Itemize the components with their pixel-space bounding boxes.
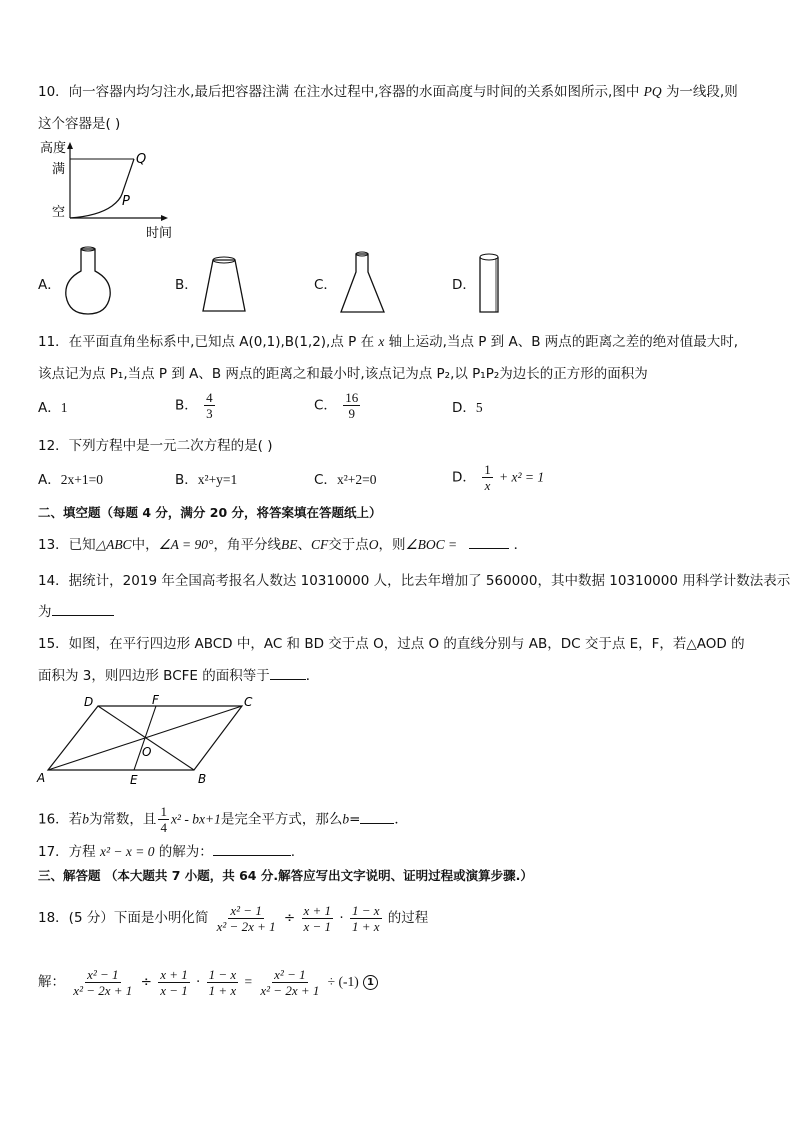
q11-x: x bbox=[378, 334, 385, 349]
q18-sol-frac1 bbox=[71, 967, 134, 998]
q16-num: 1 bbox=[160, 804, 167, 819]
q13-boc: ∠BOC = bbox=[405, 537, 458, 552]
q14-answer-blank[interactable] bbox=[52, 615, 114, 616]
q18-f3-den: 1 + x bbox=[351, 918, 380, 934]
conical-flask-icon bbox=[338, 250, 388, 316]
q18-post: 的过程 bbox=[387, 910, 429, 926]
q18-solution bbox=[38, 964, 378, 1000]
q12-a-label: A． bbox=[38, 472, 61, 488]
q11-a-value: 1 bbox=[60, 400, 68, 415]
q11-option-b[interactable] bbox=[175, 390, 217, 421]
q17-end: . bbox=[290, 844, 296, 860]
q10-text-end: 为一线段,则 bbox=[665, 84, 738, 100]
q18-s-dot: · bbox=[196, 974, 201, 990]
q16-pre: 16．若 bbox=[38, 811, 83, 828]
q10-option-b[interactable]: B． bbox=[175, 277, 198, 293]
q16-b2: b bbox=[342, 811, 350, 827]
q10-text: 10．向一容器内均匀注水,最后把容器注满 在注水过程中,容器的水面高度与时间的关系如图所示,图中 bbox=[38, 84, 640, 100]
q16-fraction bbox=[158, 804, 169, 835]
q11-d-label: D． bbox=[452, 400, 476, 416]
q13-sep: 、 bbox=[297, 537, 311, 553]
q11-text-end: 轴上运动,当点 P 到 A、B 两点的距离之差的绝对值最大时, bbox=[388, 334, 739, 350]
q11-b-fraction bbox=[204, 390, 215, 421]
q13-answer-blank[interactable] bbox=[469, 548, 509, 549]
q10-graph bbox=[36, 138, 186, 243]
q16-answer-blank[interactable] bbox=[360, 823, 394, 824]
step-one-circle-icon: 1 bbox=[363, 975, 378, 990]
q11-c-num: 16 bbox=[345, 390, 359, 405]
section2-heading: 二、填空题（每题 4 分，满分 20 分，将答案填在答题纸上） bbox=[38, 505, 382, 520]
q17-answer-blank[interactable] bbox=[213, 855, 291, 856]
q18-f2-den: x − 1 bbox=[303, 918, 332, 934]
q18-sol-frac3 bbox=[207, 967, 239, 998]
label-c: C bbox=[244, 695, 253, 709]
label-f: F bbox=[152, 693, 159, 707]
q11-c-den: 9 bbox=[348, 406, 355, 421]
q12-stem: 12．下列方程中是一元二次方程的是( ) bbox=[38, 438, 273, 454]
q11-text: 11．在平面直角坐标系中,已知点 A(0,1),B(1,2),点 P 在 bbox=[38, 334, 375, 350]
q18-sol-label: 解： bbox=[38, 974, 65, 990]
q18-frac3 bbox=[350, 903, 382, 934]
q18-s-f2-den: x − 1 bbox=[160, 982, 188, 998]
q13-be: BE bbox=[280, 537, 298, 552]
q18-f3-num: 1 − x bbox=[351, 902, 380, 918]
q15-end: ． bbox=[305, 668, 320, 684]
q13-mid1: 中， bbox=[131, 537, 159, 553]
section3-heading: 三、解答题 （本大题共 7 小题，共 64 分.解答应写出文字说明、证明过程或演算步骤.） bbox=[38, 868, 533, 883]
q12-b-label: B． bbox=[175, 472, 198, 488]
q12-d-rest: + x² = 1 bbox=[499, 469, 545, 485]
q15-parallelogram-figure bbox=[34, 692, 264, 788]
q11-b-num: 4 bbox=[206, 390, 213, 405]
q10-option-d[interactable]: D． bbox=[452, 277, 476, 293]
q15-text: 面积为 3，则四边形 BCFE 的面积等于 bbox=[38, 668, 270, 684]
label-e: E bbox=[130, 773, 138, 787]
q14-line2 bbox=[38, 602, 114, 622]
q14-line1: 14．据统计，2019 年全国高考报名人数达 10310000 人，比去年增加了 560000，其中数据 10310000 用科学计数法表示 bbox=[38, 573, 791, 589]
q18-s-f3-den: 1 + x bbox=[208, 982, 237, 998]
q18-sol-frac4 bbox=[258, 967, 321, 998]
q18-frac2 bbox=[302, 903, 334, 934]
label-o: O bbox=[142, 745, 152, 759]
q13-pre: 13．已知 bbox=[38, 537, 96, 553]
q10-p: P bbox=[122, 194, 130, 209]
q13-mid4: ，则 bbox=[378, 537, 406, 553]
q15-answer-blank[interactable] bbox=[270, 679, 306, 680]
q18-frac1 bbox=[215, 903, 278, 934]
q12-d-fraction bbox=[482, 462, 493, 493]
q10-option-a[interactable]: A． bbox=[38, 277, 61, 293]
q10-ylabel: 高度 bbox=[40, 141, 67, 156]
q16-den: 4 bbox=[160, 820, 167, 835]
q16-end: ． bbox=[394, 811, 408, 828]
q18-dot: · bbox=[339, 910, 344, 926]
q12-option-c[interactable] bbox=[314, 470, 376, 490]
q10-full: 满 bbox=[52, 162, 66, 177]
q13-tri: △ABC bbox=[95, 537, 132, 552]
q14-text: 为 bbox=[38, 604, 52, 620]
q18-sol-frac2 bbox=[158, 967, 190, 998]
label-b: B bbox=[198, 772, 207, 786]
q18-pre: 18．(5 分）下面是小明化简 bbox=[38, 910, 209, 926]
q11-c-label: C． bbox=[314, 397, 337, 414]
cylinder-icon bbox=[476, 252, 502, 316]
q12-c-value: x²+2=0 bbox=[336, 472, 377, 487]
q18-s-f2-num: x + 1 bbox=[160, 966, 188, 982]
q18-div: ÷ bbox=[283, 910, 296, 926]
q17-eq: x² − x = 0 bbox=[99, 844, 155, 859]
q12-b-value: x²+y=1 bbox=[197, 472, 238, 487]
q16 bbox=[38, 804, 408, 835]
q10-pq: PQ bbox=[643, 84, 662, 99]
q13-mid3: 交于点 bbox=[328, 537, 369, 553]
q18-f2-num: x + 1 bbox=[303, 902, 332, 918]
q12-d-num: 1 bbox=[484, 462, 491, 477]
q10-option-c[interactable]: C． bbox=[314, 277, 337, 293]
q11-d-value: 5 bbox=[475, 400, 483, 415]
q18-s-f1-num: x² − 1 bbox=[87, 966, 119, 982]
q11-c-fraction bbox=[343, 390, 360, 421]
q16-expr: x² - bx+1 bbox=[170, 811, 221, 827]
q11-a-label: A． bbox=[38, 400, 61, 416]
q15-line1: 15．如图，在平行四边形 ABCD 中，AC 和 BD 交于点 O，过点 O 的直线分别与 AB，DC 交于点 E，F，若△AOD 的 bbox=[38, 636, 745, 652]
frustum-icon bbox=[198, 254, 250, 314]
q18-f1-den: x² − 2x + 1 bbox=[216, 918, 276, 934]
q13 bbox=[38, 535, 527, 555]
q17 bbox=[38, 842, 295, 862]
q12-option-b[interactable] bbox=[175, 470, 237, 490]
q12-option-a[interactable] bbox=[38, 470, 103, 490]
q12-a-value: 2x+1=0 bbox=[60, 472, 103, 487]
q11-b-label: B． bbox=[175, 397, 198, 414]
label-d: D bbox=[84, 695, 94, 709]
label-a: A bbox=[37, 771, 46, 785]
q12-d-label: D． bbox=[452, 469, 476, 486]
round-flask-icon bbox=[62, 246, 116, 318]
q11-line2: 该点记为点 P₁,当点 P 到 A、B 两点的距离之和最小时,该点记为点 P₂,以 P₁P₂为边长的正方形的面积为 bbox=[38, 366, 648, 382]
q11-line1 bbox=[38, 332, 738, 352]
q11-b-den: 3 bbox=[206, 406, 213, 421]
q18-s-f4-num: x² − 1 bbox=[274, 966, 306, 982]
q18-s-tail: ÷ (-1) bbox=[327, 974, 359, 989]
q16-eq: = bbox=[349, 811, 361, 828]
q18-s-eq: = bbox=[244, 974, 253, 989]
q12-c-label: C． bbox=[314, 472, 337, 488]
q13-o: O bbox=[368, 537, 379, 552]
q12-option-d[interactable] bbox=[452, 462, 544, 493]
q16-mid2: 是完全平方式，那么 bbox=[220, 811, 343, 828]
q16-mid1: 为常数，且 bbox=[88, 811, 157, 828]
q11-option-d[interactable] bbox=[452, 398, 483, 418]
q18-s-div: ÷ bbox=[140, 974, 152, 990]
q13-mid2: ，角平分线 bbox=[213, 537, 281, 553]
q18-s-f1-den: x² − 2x + 1 bbox=[73, 982, 133, 998]
q10-line1 bbox=[38, 82, 738, 102]
q16-b: b bbox=[82, 811, 89, 827]
q18-stem bbox=[38, 900, 428, 936]
q11-option-c[interactable] bbox=[314, 390, 362, 421]
q10-xlabel: 时间 bbox=[146, 226, 173, 241]
q10-line2: 这个容器是( ) bbox=[38, 116, 121, 132]
q13-angle: ∠A = 90° bbox=[158, 537, 214, 552]
q10-empty: 空 bbox=[52, 205, 66, 220]
q12-d-den: x bbox=[484, 478, 491, 493]
q18-s-f4-den: x² − 2x + 1 bbox=[260, 982, 320, 998]
q10-q: Q bbox=[136, 152, 147, 167]
q18-s-f3-num: 1 − x bbox=[208, 966, 237, 982]
q17-post: 的解为： bbox=[158, 844, 213, 860]
q18-f1-num: x² − 1 bbox=[230, 902, 262, 918]
q13-end: ． bbox=[513, 537, 528, 553]
q17-pre: 17．方程 bbox=[38, 844, 96, 860]
q13-cf: CF bbox=[310, 537, 329, 552]
q15-line2 bbox=[38, 666, 319, 686]
q11-option-a[interactable] bbox=[38, 398, 68, 418]
